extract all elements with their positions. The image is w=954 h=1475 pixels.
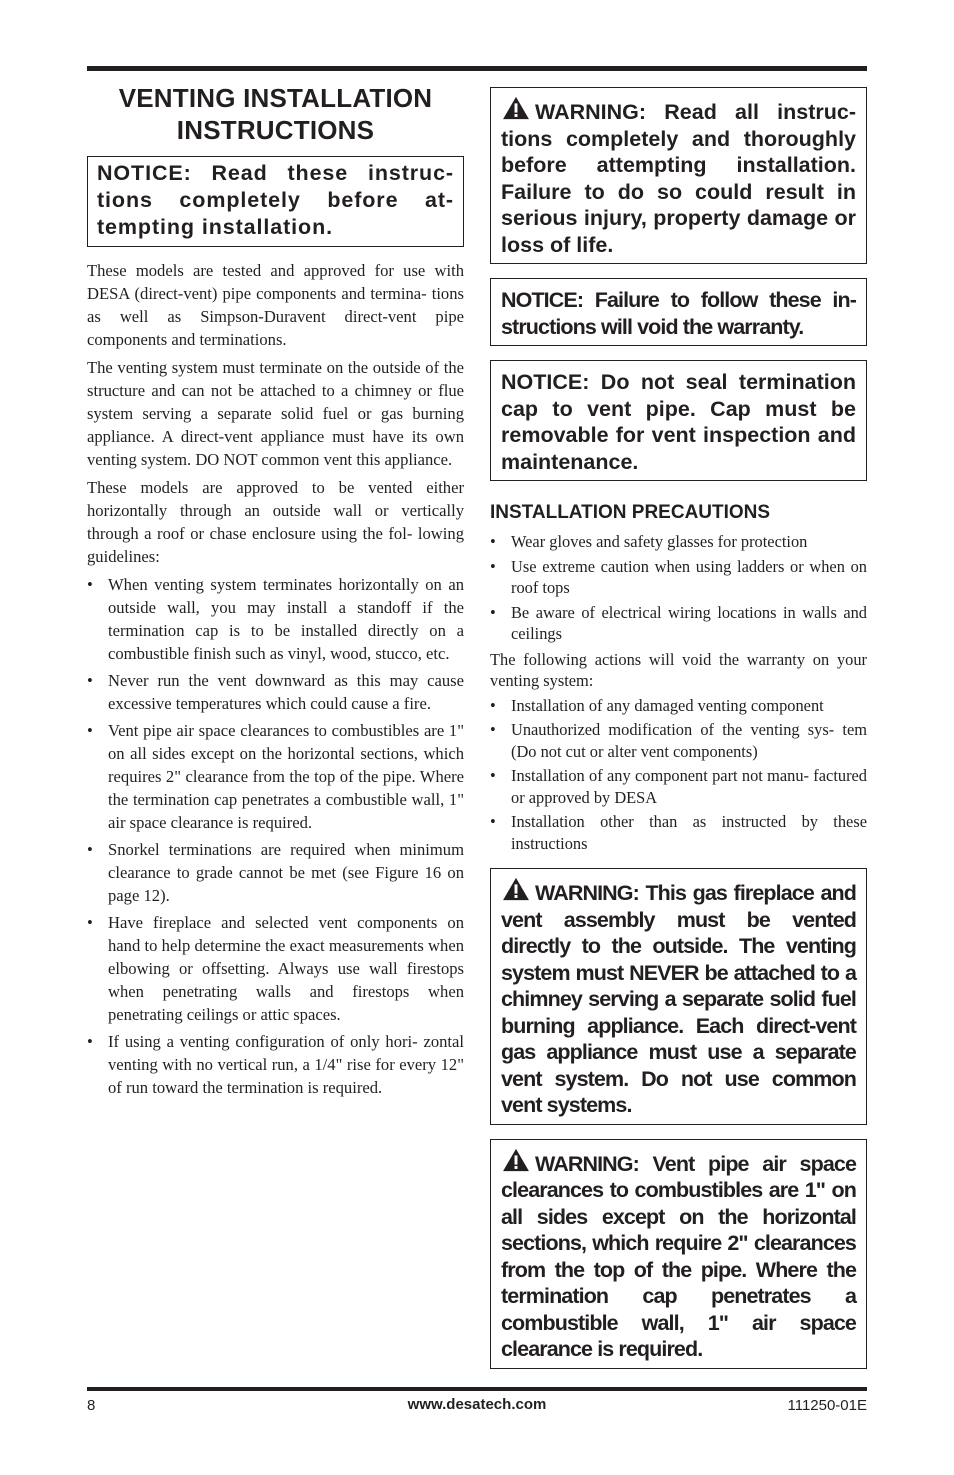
paragraph-approved-components: These models are tested and approved for use with DESA (direct-vent) pipe components and termina- tions as well as Simpson-Duravent direct-vent pipe components and terminations. [87,261,464,349]
notice-void-warranty: NOTICE: Failure to follow these in- structions will void the warranty. [490,278,867,346]
list-item: • When venting system terminates horizontally on an outside wall, you may install a standoff if the termination cap is to be installed directly on a combustible finish such as vinyl, wood, stucco, etc. [87,575,464,663]
warning-triangle-icon [501,877,531,901]
warning-text: WARNING: Read all instruc- tions completely and thoroughly before attempting installation. Failure to do so could result in serious injury, property damage or loss of life. [501,100,856,257]
bottom-rule [87,1387,867,1391]
warning-triangle-icon [501,1148,531,1172]
guidelines-list [87,573,464,1099]
list-item: • Installation of any damaged venting component [490,695,824,715]
list-item: • Never run the vent downward as this may cause excessive temperatures which could cause a fire. [87,671,464,713]
list-item: • Installation other than as instructed by these instructions [490,812,867,853]
page-number: 8 [87,1397,96,1414]
list-item: • Snorkel terminations are required when minimum clearance to grade cannot be met (see Figure 16 on page 12). [87,840,464,905]
right-column [490,87,867,1383]
notice-do-not-seal: NOTICE: Do not seal termination cap to vent pipe. Cap must be removable for vent inspection and maintenance. [490,360,867,481]
warning-text: WARNING: This gas fireplace and vent assembly must be vented directly to the outside. The venting system must NEVER be attached to a chimney serving a separate solid fuel burning appliance. Each direct-vent gas appliance must use a separate vent system. Do not use common vent systems. [501,881,856,1117]
precautions-list [490,531,867,645]
list-item: • If using a venting configuration of only hori- zontal venting with no vertical run, a 1/4" rise for every 12" of run toward the termination is required. [87,1032,464,1097]
notice-read-instructions: NOTICE: Read these instruc- tions completely before at- tempting installation. [87,156,464,247]
title-line-1: VENTING INSTALLATION [118,83,433,113]
paragraph-venting-system: The venting system must terminate on the outside of the structure and can not be attached to a chimney or flue system serving a separate solid fuel or gas burning appliance. A direct-vent appliance must have its own venting system. DO NOT common vent this appliance. [87,358,464,469]
warning-vent-outside [490,868,867,1125]
list-item: • Use extreme caution when using ladders or when on roof tops [490,556,867,597]
warning-triangle-icon [501,96,531,120]
footer-url: www.desatech.com [407,1396,547,1413]
installation-precautions-heading: INSTALLATION PRECAUTIONS [490,502,771,523]
list-item: • Installation of any component part not manu- factured or approved by DESA [490,766,867,807]
paragraph-guidelines-intro: These models are approved to be vented either horizontally through an outside wall or vertically through a roof or chase enclosure using the fol- lowing guidelines: [87,478,464,566]
top-rule [87,66,867,71]
list-item: • Unauthorized modification of the venting sys- tem (Do not cut or alter vent components) [490,720,867,761]
title-line-2: INSTRUCTIONS [176,115,375,145]
list-item: • Wear gloves and safety glasses for protection [490,532,808,551]
list-item: • Vent pipe air space clearances to combustibles are 1" on all sides except on the horizontal sections, which requires 2" clearance from the top of the pipe. Where the termination cap penetrates a combustible wall, 1" air space clearance is required. [87,721,464,832]
void-actions-list [490,695,867,855]
section-title [87,82,464,146]
list-item: • Have fireplace and selected vent components on hand to help determine the exact measurements when elbowing or offsetting. Always use wall firestops when penetrating walls and firestops when penetrating ceilings or attic spaces. [87,913,464,1024]
warning-clearances [490,1139,867,1369]
document-number: 111250-01E [787,1397,867,1414]
warning-text: WARNING: Vent pipe air space clearances to combustibles are 1" on all sides except on the horizontal sections, which require 2" clearances from the top of the pipe. Where the termination cap penetrates a combustible wall, 1" air space clearance is required. [501,1151,856,1361]
void-warranty-intro: The following actions will void the warranty on your venting system: [490,649,867,690]
warning-read-all-instructions [490,87,867,264]
left-column [87,82,464,1103]
list-item: • Be aware of electrical wiring locations in walls and ceilings [490,602,867,643]
